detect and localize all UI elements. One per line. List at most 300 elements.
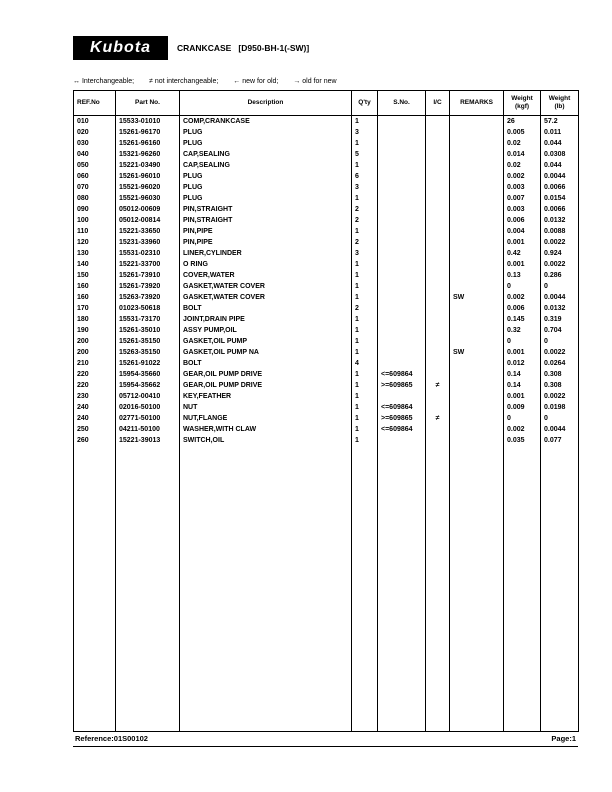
cell-remarks [450, 303, 504, 314]
table-row [74, 358, 579, 369]
cell-ic [426, 193, 450, 204]
cell-lb: 0.308 [541, 380, 579, 391]
cell-ref: 240 [74, 402, 116, 413]
cell-ic [426, 358, 450, 369]
cell-part: 15261-96160 [116, 138, 180, 149]
cell-qty: 1 [352, 435, 378, 446]
cell-part: 15221-33650 [116, 226, 180, 237]
cell-ref: 020 [74, 127, 116, 138]
table-row [74, 160, 579, 171]
table-row [74, 369, 579, 380]
cell-kgf: 0.02 [504, 138, 541, 149]
cell-lb: 0.0308 [541, 149, 579, 160]
cell-desc: BOLT [180, 303, 352, 314]
cell-ref: 150 [74, 270, 116, 281]
cell-kgf: 0.001 [504, 347, 541, 358]
filler-cell [352, 446, 378, 731]
cell-lb: 0.044 [541, 160, 579, 171]
footer [73, 732, 578, 747]
table-row [74, 347, 579, 358]
table-row [74, 391, 579, 402]
cell-lb: 0.044 [541, 138, 579, 149]
cell-qty: 2 [352, 215, 378, 226]
cell-desc: JOINT,DRAIN PIPE [180, 314, 352, 325]
cell-ref: 040 [74, 149, 116, 160]
cell-sno [378, 347, 426, 358]
cell-part: 15221-33700 [116, 259, 180, 270]
cell-kgf: 0.001 [504, 259, 541, 270]
cell-sno [378, 182, 426, 193]
cell-remarks [450, 248, 504, 259]
cell-kgf: 0.145 [504, 314, 541, 325]
cell-lb: 0.924 [541, 248, 579, 259]
cell-part: 15261-96170 [116, 127, 180, 138]
cell-remarks [450, 358, 504, 369]
cell-ic [426, 402, 450, 413]
cell-qty: 2 [352, 303, 378, 314]
cell-qty: 1 [352, 116, 378, 128]
cell-sno [378, 270, 426, 281]
cell-ref: 120 [74, 237, 116, 248]
cell-sno: <=609864 [378, 369, 426, 380]
legend-item-old-for-new: → old for new [293, 78, 337, 85]
cell-lb: 0.0264 [541, 358, 579, 369]
cell-part: 05012-00814 [116, 215, 180, 226]
cell-lb: 0 [541, 281, 579, 292]
filler-cell [116, 446, 180, 731]
cell-remarks [450, 270, 504, 281]
cell-ref: 240 [74, 413, 116, 424]
cell-ic [426, 270, 450, 281]
cell-desc: ASSY PUMP,OIL [180, 325, 352, 336]
cell-ref: 170 [74, 303, 116, 314]
cell-ic [426, 391, 450, 402]
cell-desc: GASKET,WATER COVER [180, 292, 352, 303]
cell-ref: 130 [74, 248, 116, 259]
cell-remarks [450, 369, 504, 380]
cell-sno: >=609865 [378, 380, 426, 391]
weight-kgf-header-line2: (kgf) [514, 103, 530, 110]
cell-part: 15521-96030 [116, 193, 180, 204]
cell-lb: 0.0132 [541, 215, 579, 226]
cell-ic [426, 138, 450, 149]
cell-desc: GASKET,OIL PUMP [180, 336, 352, 347]
cell-ref: 090 [74, 204, 116, 215]
cell-desc: COVER,WATER [180, 270, 352, 281]
cell-ref: 080 [74, 193, 116, 204]
cell-kgf: 26 [504, 116, 541, 128]
legend-item-not-interchangeable: ≠ not interchangeable; [149, 78, 219, 85]
cell-qty: 1 [352, 325, 378, 336]
cell-ic [426, 215, 450, 226]
footer-reference: Reference:01S00102 [75, 733, 148, 743]
cell-kgf: 0.003 [504, 204, 541, 215]
cell-ic [426, 336, 450, 347]
cell-kgf: 0 [504, 281, 541, 292]
cell-ref: 220 [74, 380, 116, 391]
cell-remarks [450, 149, 504, 160]
cell-ic [426, 127, 450, 138]
cell-remarks [450, 116, 504, 128]
cell-lb: 0.0044 [541, 424, 579, 435]
table-row [74, 281, 579, 292]
cell-part: 15261-35150 [116, 336, 180, 347]
parts-table-body [74, 116, 579, 732]
cell-qty: 1 [352, 391, 378, 402]
legend-item-new-for-old: ← new for old; [233, 78, 279, 85]
table-row [74, 402, 579, 413]
cell-desc: PLUG [180, 171, 352, 182]
cell-part: 01023-50618 [116, 303, 180, 314]
cell-desc: PIN,STRAIGHT [180, 204, 352, 215]
cell-qty: 1 [352, 270, 378, 281]
cell-qty: 1 [352, 259, 378, 270]
cell-part: 15521-96020 [116, 182, 180, 193]
cell-kgf: 0.13 [504, 270, 541, 281]
table-row [74, 182, 579, 193]
cell-kgf: 0.007 [504, 193, 541, 204]
cell-qty: 1 [352, 160, 378, 171]
cell-ref: 110 [74, 226, 116, 237]
cell-kgf: 0.035 [504, 435, 541, 446]
cell-part: 02016-50100 [116, 402, 180, 413]
cell-lb: 0.0044 [541, 171, 579, 182]
cell-qty: 1 [352, 347, 378, 358]
cell-sno [378, 259, 426, 270]
cell-desc: PLUG [180, 193, 352, 204]
cell-remarks [450, 391, 504, 402]
table-row [74, 292, 579, 303]
cell-ref: 060 [74, 171, 116, 182]
cell-desc: PIN,PIPE [180, 226, 352, 237]
cell-desc: GASKET,OIL PUMP NA [180, 347, 352, 358]
cell-ref: 200 [74, 347, 116, 358]
table-row [74, 215, 579, 226]
cell-sno [378, 325, 426, 336]
cell-part: 15263-35150 [116, 347, 180, 358]
cell-ref: 200 [74, 336, 116, 347]
cell-part: 05712-00410 [116, 391, 180, 402]
cell-lb: 0.0198 [541, 402, 579, 413]
cell-lb: 0.0154 [541, 193, 579, 204]
cell-qty: 3 [352, 248, 378, 259]
cell-sno [378, 358, 426, 369]
cell-ic [426, 171, 450, 182]
cell-ic [426, 149, 450, 160]
legend-item-interchangeable: ↔ Interchangeable; [73, 78, 135, 85]
cell-qty: 1 [352, 380, 378, 391]
cell-part: 04211-50100 [116, 424, 180, 435]
cell-lb: 0.0066 [541, 182, 579, 193]
filler-cell [74, 446, 116, 731]
filler-cell [504, 446, 541, 731]
cell-ref: 070 [74, 182, 116, 193]
cell-part: 02771-50100 [116, 413, 180, 424]
cell-ic [426, 369, 450, 380]
cell-qty: 3 [352, 127, 378, 138]
cell-lb: 57.2 [541, 116, 579, 128]
table-row [74, 270, 579, 281]
cell-ic [426, 281, 450, 292]
cell-ic [426, 424, 450, 435]
col-header-ic: I/C [426, 91, 450, 116]
cell-lb: 0.286 [541, 270, 579, 281]
filler-cell [450, 446, 504, 731]
cell-ic [426, 303, 450, 314]
cell-part: 15263-73920 [116, 292, 180, 303]
cell-desc: NUT [180, 402, 352, 413]
cell-ic [426, 237, 450, 248]
cell-remarks [450, 380, 504, 391]
kubota-logo-text: Kubota [89, 39, 152, 56]
cell-kgf: 0.006 [504, 215, 541, 226]
cell-remarks [450, 226, 504, 237]
cell-sno [378, 116, 426, 128]
cell-kgf: 0.42 [504, 248, 541, 259]
cell-ref: 190 [74, 325, 116, 336]
table-header-row [74, 91, 579, 116]
cell-part: 15261-73910 [116, 270, 180, 281]
cell-qty: 1 [352, 424, 378, 435]
cell-part: 15221-39013 [116, 435, 180, 446]
cell-desc: LINER,CYLINDER [180, 248, 352, 259]
cell-remarks [450, 215, 504, 226]
cell-sno [378, 138, 426, 149]
cell-desc: PIN,PIPE [180, 237, 352, 248]
page-title: CRANKCASE [D950-BH-1(-SW)] [177, 43, 310, 53]
cell-desc: PLUG [180, 127, 352, 138]
cell-lb: 0.0022 [541, 259, 579, 270]
cell-remarks [450, 160, 504, 171]
table-row [74, 380, 579, 391]
cell-sno [378, 303, 426, 314]
cell-qty: 1 [352, 292, 378, 303]
kubota-logo [73, 36, 168, 60]
cell-ic [426, 325, 450, 336]
cell-ref: 140 [74, 259, 116, 270]
cell-part: 15261-96010 [116, 171, 180, 182]
cell-sno [378, 160, 426, 171]
cell-ref: 220 [74, 369, 116, 380]
cell-ic: ≠ [426, 380, 450, 391]
filler-cell [426, 446, 450, 731]
cell-desc: O RING [180, 259, 352, 270]
table-row [74, 259, 579, 270]
cell-lb: 0.077 [541, 435, 579, 446]
table-row [74, 303, 579, 314]
table-row [74, 237, 579, 248]
cell-ic [426, 226, 450, 237]
cell-sno: <=609864 [378, 402, 426, 413]
table-row [74, 424, 579, 435]
cell-part: 15533-01010 [116, 116, 180, 128]
table-row [74, 204, 579, 215]
cell-part: 15531-73170 [116, 314, 180, 325]
cell-kgf: 0.014 [504, 149, 541, 160]
table-row [74, 127, 579, 138]
cell-sno [378, 149, 426, 160]
table-row [74, 149, 579, 160]
cell-sno [378, 336, 426, 347]
cell-ref: 100 [74, 215, 116, 226]
cell-desc: WASHER,WITH CLAW [180, 424, 352, 435]
cell-part: 15231-33960 [116, 237, 180, 248]
table-row [74, 193, 579, 204]
cell-remarks [450, 424, 504, 435]
cell-lb: 0.0066 [541, 204, 579, 215]
cell-lb: 0.0132 [541, 303, 579, 314]
cell-ref: 230 [74, 391, 116, 402]
cell-remarks [450, 138, 504, 149]
col-header-weight-kgf [504, 91, 541, 116]
cell-kgf: 0.14 [504, 369, 541, 380]
cell-ref: 160 [74, 281, 116, 292]
cell-remarks [450, 325, 504, 336]
cell-sno [378, 281, 426, 292]
cell-sno [378, 314, 426, 325]
cell-qty: 6 [352, 171, 378, 182]
cell-qty: 1 [352, 336, 378, 347]
cell-remarks [450, 259, 504, 270]
cell-desc: SWITCH,OIL [180, 435, 352, 446]
cell-qty: 1 [352, 226, 378, 237]
cell-desc: COMP,CRANKCASE [180, 116, 352, 128]
table-row [74, 116, 579, 128]
cell-desc: GEAR,OIL PUMP DRIVE [180, 380, 352, 391]
cell-sno [378, 248, 426, 259]
cell-remarks [450, 402, 504, 413]
cell-remarks [450, 336, 504, 347]
cell-ic [426, 314, 450, 325]
cell-remarks [450, 281, 504, 292]
filler-cell [378, 446, 426, 731]
cell-kgf: 0 [504, 413, 541, 424]
cell-qty: 4 [352, 358, 378, 369]
cell-remarks: SW [450, 292, 504, 303]
cell-qty: 1 [352, 413, 378, 424]
cell-remarks [450, 127, 504, 138]
cell-sno [378, 226, 426, 237]
filler-cell [180, 446, 352, 731]
cell-desc: KEY,FEATHER [180, 391, 352, 402]
cell-kgf: 0.002 [504, 292, 541, 303]
weight-kgf-header-line1: Weight [511, 95, 533, 102]
cell-qty: 1 [352, 314, 378, 325]
cell-sno [378, 391, 426, 402]
cell-part: 15531-02310 [116, 248, 180, 259]
cell-ref: 210 [74, 358, 116, 369]
col-header-description: Description [180, 91, 352, 116]
cell-sno [378, 127, 426, 138]
col-header-s-no: S.No. [378, 91, 426, 116]
weight-lb-header-line1: Weight [548, 95, 571, 102]
table-row [74, 248, 579, 259]
cell-desc: BOLT [180, 358, 352, 369]
table-row [74, 138, 579, 149]
cell-part: 15954-35662 [116, 380, 180, 391]
cell-sno [378, 171, 426, 182]
cell-ref: 250 [74, 424, 116, 435]
col-header-remarks: REMARKS [450, 91, 504, 116]
cell-kgf: 0.32 [504, 325, 541, 336]
cell-lb: 0.319 [541, 314, 579, 325]
cell-ic: ≠ [426, 413, 450, 424]
cell-ic [426, 248, 450, 259]
brand-row [73, 36, 578, 60]
cell-ic [426, 182, 450, 193]
parts-table [73, 90, 579, 732]
cell-ref: 180 [74, 314, 116, 325]
cell-desc: PLUG [180, 182, 352, 193]
cell-kgf: 0 [504, 336, 541, 347]
cell-kgf: 0.14 [504, 380, 541, 391]
table-row [74, 413, 579, 424]
cell-qty: 2 [352, 237, 378, 248]
cell-sno [378, 435, 426, 446]
cell-ref: 010 [74, 116, 116, 128]
cell-sno: >=609865 [378, 413, 426, 424]
cell-ic [426, 204, 450, 215]
table-row [74, 171, 579, 182]
table-row [74, 226, 579, 237]
cell-part: 15261-35010 [116, 325, 180, 336]
cell-ref: 050 [74, 160, 116, 171]
cell-sno [378, 193, 426, 204]
cell-lb: 0.0022 [541, 237, 579, 248]
cell-remarks [450, 435, 504, 446]
footer-page-number: Page:1 [551, 733, 576, 743]
cell-ref: 260 [74, 435, 116, 446]
table-row [74, 435, 579, 446]
cell-kgf: 0.003 [504, 182, 541, 193]
table-row [74, 325, 579, 336]
cell-kgf: 0.004 [504, 226, 541, 237]
cell-lb: 0.704 [541, 325, 579, 336]
cell-desc: CAP,SEALING [180, 160, 352, 171]
cell-qty: 1 [352, 369, 378, 380]
filler-cell [541, 446, 579, 731]
cell-remarks [450, 171, 504, 182]
cell-qty: 1 [352, 193, 378, 204]
table-row [74, 336, 579, 347]
weight-lb-header-line2: (lb) [554, 103, 565, 110]
cell-part: 15261-91022 [116, 358, 180, 369]
cell-qty: 5 [352, 149, 378, 160]
cell-part: 15954-35660 [116, 369, 180, 380]
cell-lb: 0.0088 [541, 226, 579, 237]
col-header-weight-lb [541, 91, 579, 116]
cell-qty: 2 [352, 204, 378, 215]
cell-desc: PIN,STRAIGHT [180, 215, 352, 226]
cell-sno: <=609864 [378, 424, 426, 435]
cell-part: 15221-03490 [116, 160, 180, 171]
cell-desc: CAP,SEALING [180, 149, 352, 160]
table-row [74, 314, 579, 325]
cell-remarks [450, 182, 504, 193]
col-header-part-no: Part No. [116, 91, 180, 116]
cell-kgf: 0.012 [504, 358, 541, 369]
cell-lb: 0.011 [541, 127, 579, 138]
cell-desc: NUT,FLANGE [180, 413, 352, 424]
cell-remarks [450, 193, 504, 204]
legend [73, 78, 578, 85]
cell-part: 15321-96260 [116, 149, 180, 160]
cell-qty: 1 [352, 402, 378, 413]
col-header-qty: Q'ty [352, 91, 378, 116]
cell-sno [378, 237, 426, 248]
cell-remarks: SW [450, 347, 504, 358]
cell-qty: 1 [352, 281, 378, 292]
